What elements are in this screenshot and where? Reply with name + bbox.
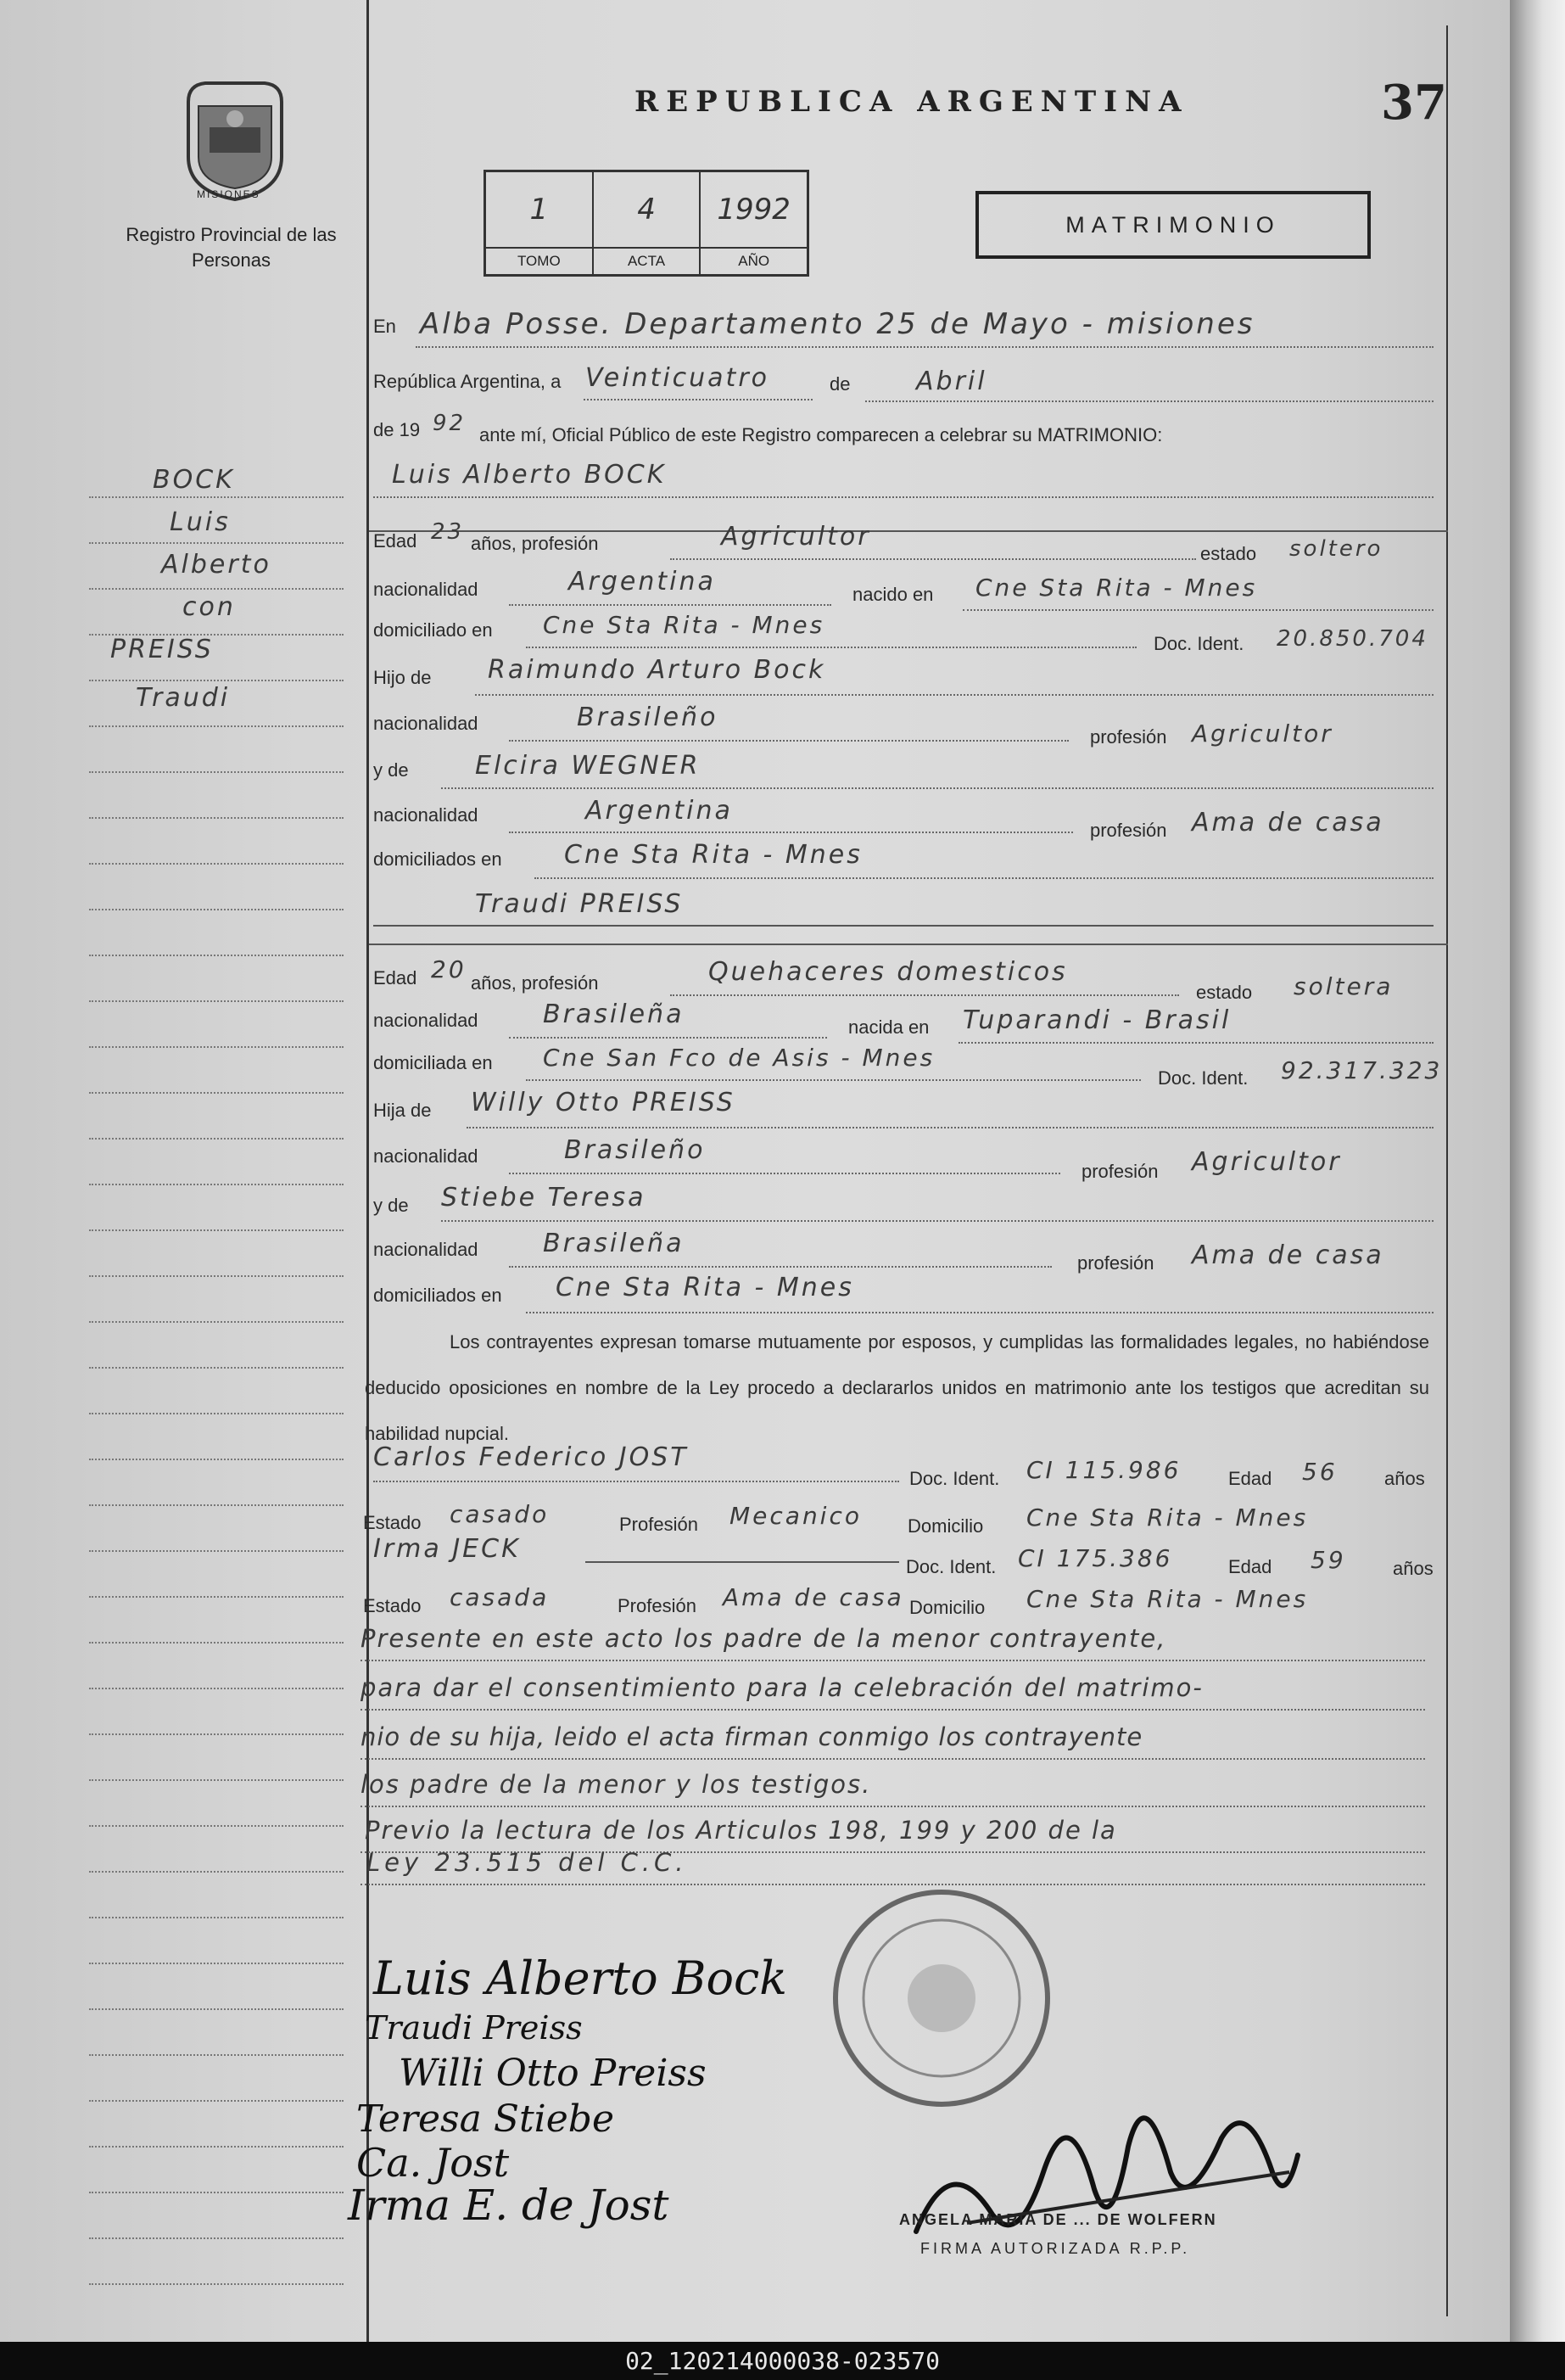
margin-note-line-3: Alberto bbox=[161, 550, 271, 580]
bride-name: Traudi PREISS bbox=[475, 889, 684, 919]
witness2-age: 59 bbox=[1311, 1546, 1346, 1574]
margin-rule-line bbox=[89, 2237, 344, 2239]
signature-groom: Luis Alberto Bock bbox=[373, 1952, 787, 2005]
signature-bride-father: Willi Otto Preiss bbox=[399, 2052, 707, 2095]
margin-rule-line bbox=[89, 680, 344, 681]
month-value: Abril bbox=[916, 367, 987, 396]
acta-cell bbox=[594, 172, 701, 274]
note-underline-2 bbox=[361, 1709, 1425, 1711]
margin-rule-line bbox=[89, 496, 344, 498]
bride-profession: Quehaceres domesticos bbox=[708, 957, 1068, 987]
bride-edad-label: Edad bbox=[373, 967, 417, 988]
groom-mother-nationality: Argentina bbox=[585, 796, 733, 826]
year-prefix: de 19 bbox=[373, 419, 421, 440]
margin-rule-line bbox=[89, 542, 344, 544]
witness1-civil-status: casado bbox=[450, 1500, 550, 1528]
margin-rule-line bbox=[89, 2283, 344, 2285]
witness1-edad-label: Edad bbox=[1228, 1468, 1272, 1489]
margin-rule-line bbox=[89, 909, 344, 910]
margin-rule-line bbox=[89, 588, 344, 590]
day-value: Veinticuatro bbox=[585, 363, 770, 393]
margin-rule-line bbox=[89, 1688, 344, 1689]
note-underline-3 bbox=[361, 1758, 1425, 1760]
groom-mother-line bbox=[441, 787, 1434, 789]
bride-nationality: Brasileña bbox=[543, 1000, 685, 1029]
groom-mother-profession: Ama de casa bbox=[1192, 808, 1384, 837]
groom-estado-label: estado bbox=[1200, 543, 1257, 564]
note-underline-1 bbox=[361, 1660, 1425, 1661]
tomo-cell bbox=[486, 172, 594, 274]
note-line-3: nio de su hija, leido el acta firman conmigo los contrayente bbox=[361, 1722, 1143, 1751]
margin-rule-line bbox=[89, 1504, 344, 1506]
groom-name-line bbox=[373, 496, 1434, 498]
margin-rule-line bbox=[89, 1642, 344, 1644]
groom-mother: Elcira WEGNER bbox=[475, 751, 701, 781]
bride-father-nat-line bbox=[509, 1173, 1060, 1174]
acta-value: 4 bbox=[594, 172, 700, 249]
witness1-profession: Mecanico bbox=[729, 1502, 862, 1530]
bride-mother-prof-label: profesión bbox=[1077, 1252, 1154, 1274]
margin-rule-line bbox=[89, 1733, 344, 1735]
witness2-profession: Ama de casa bbox=[723, 1583, 904, 1611]
groom-section-rule bbox=[369, 530, 1448, 532]
provincial-seal-icon bbox=[180, 76, 290, 204]
witness1-name-line bbox=[373, 1481, 899, 1482]
bride-doc: 92.317.323 bbox=[1281, 1056, 1443, 1084]
declaration-intro: ante mí, Oficial Público de este Registro comparecen a celebrar su MATRIMONIO: bbox=[479, 424, 1163, 445]
bride-domicile-line bbox=[526, 1079, 1141, 1081]
witness2-estado-label: Estado bbox=[363, 1595, 422, 1616]
month-line bbox=[865, 400, 1434, 402]
bride-nacida-label: nacida en bbox=[848, 1016, 930, 1038]
bride-dom-label: domiciliada en bbox=[373, 1052, 493, 1073]
margin-rule-line bbox=[89, 1550, 344, 1552]
margin-rule-line bbox=[89, 1000, 344, 1002]
margin-rule-line bbox=[89, 2100, 344, 2102]
official-stamp-name: ANGELA MARIA DE ... DE WOLFERN bbox=[899, 2211, 1217, 2228]
margin-rule-line bbox=[89, 1963, 344, 1964]
margin-rule-line bbox=[89, 1138, 344, 1140]
groom-age: 23 bbox=[431, 519, 465, 545]
bride-father-label: Hija de bbox=[373, 1100, 432, 1121]
bride-mother-line bbox=[441, 1220, 1434, 1222]
groom-nationality: Argentina bbox=[568, 567, 716, 596]
witness1-estado-label: Estado bbox=[363, 1512, 422, 1533]
signature-bride: Traudi Preiss bbox=[365, 2009, 583, 2047]
witness2-dom-label: Domicilio bbox=[909, 1597, 986, 1618]
bride-doc-label: Doc. Ident. bbox=[1158, 1067, 1249, 1089]
note-underline-4 bbox=[361, 1806, 1425, 1807]
bride-parents-dom-line bbox=[526, 1312, 1434, 1313]
margin-rule-line bbox=[89, 1871, 344, 1873]
groom-father-nat-line bbox=[509, 740, 1069, 742]
margin-note-surname: BOCK bbox=[153, 465, 235, 495]
bride-father-nationality: Brasileño bbox=[564, 1135, 706, 1165]
day-line bbox=[584, 399, 813, 400]
bride-mother-nationality: Brasileña bbox=[543, 1229, 685, 1258]
witness1-doc-label: Doc. Ident. bbox=[909, 1468, 1000, 1489]
bride-mother-nac-label: nacionalidad bbox=[373, 1239, 478, 1260]
note-line-2: para dar el consentimiento para la celebración del matrimo- bbox=[361, 1673, 1204, 1702]
margin-note-line-2: Luis bbox=[170, 507, 231, 537]
margin-rule-line bbox=[89, 1321, 344, 1323]
bride-father-line bbox=[467, 1127, 1434, 1128]
footer-id: 02_120214000038-023570 bbox=[0, 2342, 1565, 2380]
margin-rule-line bbox=[89, 1275, 344, 1277]
ano-label: AÑO bbox=[738, 253, 770, 269]
groom-parents-domicile: Cne Sta Rita - Mnes bbox=[564, 840, 863, 870]
margin-rule-line bbox=[89, 2008, 344, 2010]
groom-dom-label: domiciliado en bbox=[373, 619, 493, 641]
bride-mother: Stiebe Teresa bbox=[441, 1183, 646, 1212]
groom-name: Luis Alberto BOCK bbox=[392, 460, 667, 490]
groom-doc-label: Doc. Ident. bbox=[1154, 633, 1244, 654]
witness1-domicile: Cne Sta Rita - Mnes bbox=[1026, 1504, 1309, 1532]
groom-mother-prof-label: profesión bbox=[1090, 820, 1167, 841]
witness2-prof-label: Profesión bbox=[618, 1595, 696, 1616]
margin-rule-line bbox=[89, 1459, 344, 1460]
bride-name-line bbox=[373, 925, 1434, 927]
bride-section-rule bbox=[369, 944, 1448, 945]
signature-witness1: Ca. Jost bbox=[356, 2140, 510, 2186]
groom-mother-nac-label: nacionalidad bbox=[373, 804, 478, 826]
bride-father-prof-label: profesión bbox=[1082, 1161, 1159, 1182]
witness2-civil-status: casada bbox=[450, 1583, 550, 1611]
margin-rule-line bbox=[89, 1917, 344, 1918]
note-line-4: los padre de la menor y los testigos. bbox=[361, 1770, 872, 1799]
bride-mother-profession: Ama de casa bbox=[1192, 1240, 1384, 1270]
groom-edad-label: Edad bbox=[373, 530, 417, 552]
margin-rule-line bbox=[89, 1596, 344, 1598]
page-number: 37 bbox=[1381, 75, 1447, 131]
witness1-dom-label: Domicilio bbox=[908, 1515, 984, 1537]
groom-civil-status: soltero bbox=[1289, 536, 1383, 562]
margin-rule-line bbox=[89, 863, 344, 865]
bride-birthplace-line bbox=[959, 1042, 1434, 1044]
witness1-prof-label: Profesión bbox=[619, 1514, 698, 1535]
groom-domicile: Cne Sta Rita - Mnes bbox=[543, 611, 825, 639]
place-line bbox=[416, 346, 1434, 348]
witness1-name: Carlos Federico JOST bbox=[373, 1442, 689, 1472]
declaration-text: Los contrayentes expresan tomarse mutuamente por esposos, y cumplidas las formalidades legales, no habiéndose deducido oposiciones en nombre de la Ley procedo a declararlos unidos en matrimonio ante los testigos que acreditan su habilidad nupcial. bbox=[365, 1331, 1429, 1444]
official-stamp-subtitle: FIRMA AUTORIZADA R.P.P. bbox=[920, 2240, 1191, 2257]
bride-father-profession: Agricultor bbox=[1192, 1147, 1342, 1177]
year-suffix: 92 bbox=[433, 411, 467, 436]
margin-rule-line bbox=[89, 817, 344, 819]
note-line-1: Presente en este acto los padre de la menor contrayente, bbox=[361, 1624, 1167, 1653]
place-value: Alba Posse. Departamento 25 de Mayo - misiones bbox=[420, 307, 1255, 341]
margin-rule-line bbox=[89, 1413, 344, 1414]
bride-mother-nat-line bbox=[509, 1266, 1052, 1268]
tomo-value: 1 bbox=[486, 172, 592, 249]
margin-rule-line bbox=[89, 1184, 344, 1185]
margin-rule-line bbox=[89, 1825, 344, 1827]
groom-nationality-line bbox=[509, 604, 831, 606]
groom-profession-line bbox=[670, 558, 1196, 560]
acta-label: ACTA bbox=[627, 253, 666, 269]
groom-father: Raimundo Arturo Bock bbox=[488, 655, 826, 685]
bride-nac-label: nacionalidad bbox=[373, 1010, 478, 1031]
signature-bride-mother: Teresa Stiebe bbox=[356, 2097, 614, 2141]
ano-cell bbox=[701, 172, 807, 274]
tomo-label: TOMO bbox=[517, 253, 561, 269]
margin-note-line-4: con bbox=[182, 592, 236, 622]
country-title: REPUBLICA ARGENTINA bbox=[634, 85, 1189, 119]
groom-profesion-label: años, profesión bbox=[471, 533, 599, 554]
witness2-name-line bbox=[585, 1561, 899, 1563]
groom-father-nac-label: nacionalidad bbox=[373, 713, 478, 734]
seal-caption: MISIONES bbox=[197, 188, 260, 200]
margin-rule bbox=[366, 0, 369, 2342]
bride-profesion-label: años, profesión bbox=[471, 972, 599, 994]
ano-value: 1992 bbox=[701, 172, 807, 249]
groom-birthplace: Cne Sta Rita - Mnes bbox=[975, 574, 1258, 602]
groom-nacido-label: nacido en bbox=[852, 584, 934, 605]
record-type-box: MATRIMONIO bbox=[975, 191, 1371, 259]
margin-rule-line bbox=[89, 634, 344, 636]
bride-father: Willy Otto PREISS bbox=[471, 1088, 735, 1117]
bride-estado-label: estado bbox=[1196, 982, 1253, 1003]
bride-domicile: Cne San Fco de Asis - Mnes bbox=[543, 1044, 936, 1072]
groom-parents-dom-label: domiciliados en bbox=[373, 848, 502, 870]
bride-mother-label: y de bbox=[373, 1195, 409, 1216]
de-label: de bbox=[830, 373, 851, 395]
margin-rule-line bbox=[89, 955, 344, 956]
groom-parents-dom-line bbox=[534, 877, 1434, 879]
margin-note-line-5: PREISS bbox=[110, 635, 214, 664]
groom-father-profession: Agricultor bbox=[1192, 720, 1333, 748]
groom-domicile-line bbox=[526, 647, 1137, 648]
margin-rule-line bbox=[89, 1229, 344, 1231]
en-label: En bbox=[373, 316, 396, 337]
margin-rule-line bbox=[89, 2054, 344, 2056]
groom-mother-nat-line bbox=[509, 832, 1073, 833]
witness2-edad-label: Edad bbox=[1228, 1556, 1272, 1577]
bride-civil-status: soltera bbox=[1294, 972, 1394, 1000]
groom-nac-label: nacionalidad bbox=[373, 579, 478, 600]
groom-father-nationality: Brasileño bbox=[577, 703, 718, 732]
bride-age: 20 bbox=[431, 955, 467, 983]
witness2-doc-label: Doc. Ident. bbox=[906, 1556, 997, 1577]
bride-father-nac-label: nacionalidad bbox=[373, 1145, 478, 1167]
witness2-domicile: Cne Sta Rita - Mnes bbox=[1026, 1585, 1309, 1613]
note-line-5: Previo la lectura de los Articulos 198, 199 y 200 de la bbox=[365, 1816, 1117, 1845]
margin-rule-line bbox=[89, 1046, 344, 1048]
groom-mother-label: y de bbox=[373, 759, 409, 781]
margin-rule-line bbox=[89, 725, 344, 727]
bride-birthplace: Tuparandi - Brasil bbox=[963, 1005, 1232, 1035]
margin-rule-line bbox=[89, 1367, 344, 1369]
witness1-age: 56 bbox=[1302, 1458, 1338, 1486]
bride-profession-line bbox=[670, 994, 1179, 996]
groom-doc: 20.850.704 bbox=[1277, 626, 1428, 652]
bride-nationality-line bbox=[509, 1037, 827, 1039]
margin-rule-line bbox=[89, 1092, 344, 1094]
republica-label: República Argentina, a bbox=[373, 371, 562, 392]
groom-father-label: Hijo de bbox=[373, 667, 432, 688]
groom-father-line bbox=[475, 694, 1434, 696]
registry-name: Registro Provincial de las Personas bbox=[126, 224, 337, 271]
witness2-name: Irma JECK bbox=[373, 1534, 521, 1564]
groom-birthplace-line bbox=[963, 609, 1434, 611]
bride-parents-domicile: Cne Sta Rita - Mnes bbox=[556, 1273, 854, 1302]
margin-rule-line bbox=[89, 1779, 344, 1781]
note-line-6: Ley 23.515 del C.C. bbox=[366, 1848, 688, 1877]
witness2-anos-label: años bbox=[1393, 1558, 1434, 1579]
margin-rule-line bbox=[89, 771, 344, 773]
witness1-anos-label: años bbox=[1384, 1468, 1425, 1489]
register-box bbox=[483, 170, 809, 277]
margin-rule-line bbox=[89, 2146, 344, 2148]
groom-profession: Agricultor bbox=[721, 522, 871, 552]
right-border-rule bbox=[1446, 25, 1448, 2316]
bride-parents-dom-label: domiciliados en bbox=[373, 1285, 502, 1306]
margin-rule-line bbox=[89, 2192, 344, 2193]
margin-note-line-6: Traudi bbox=[136, 683, 231, 713]
witness2-doc: CI 175.386 bbox=[1018, 1544, 1173, 1572]
groom-father-prof-label: profesión bbox=[1090, 726, 1167, 748]
signature-witness2: Irma E. de Jost bbox=[348, 2181, 669, 2230]
witness1-doc: CI 115.986 bbox=[1026, 1456, 1182, 1484]
page-edge bbox=[1510, 0, 1565, 2342]
